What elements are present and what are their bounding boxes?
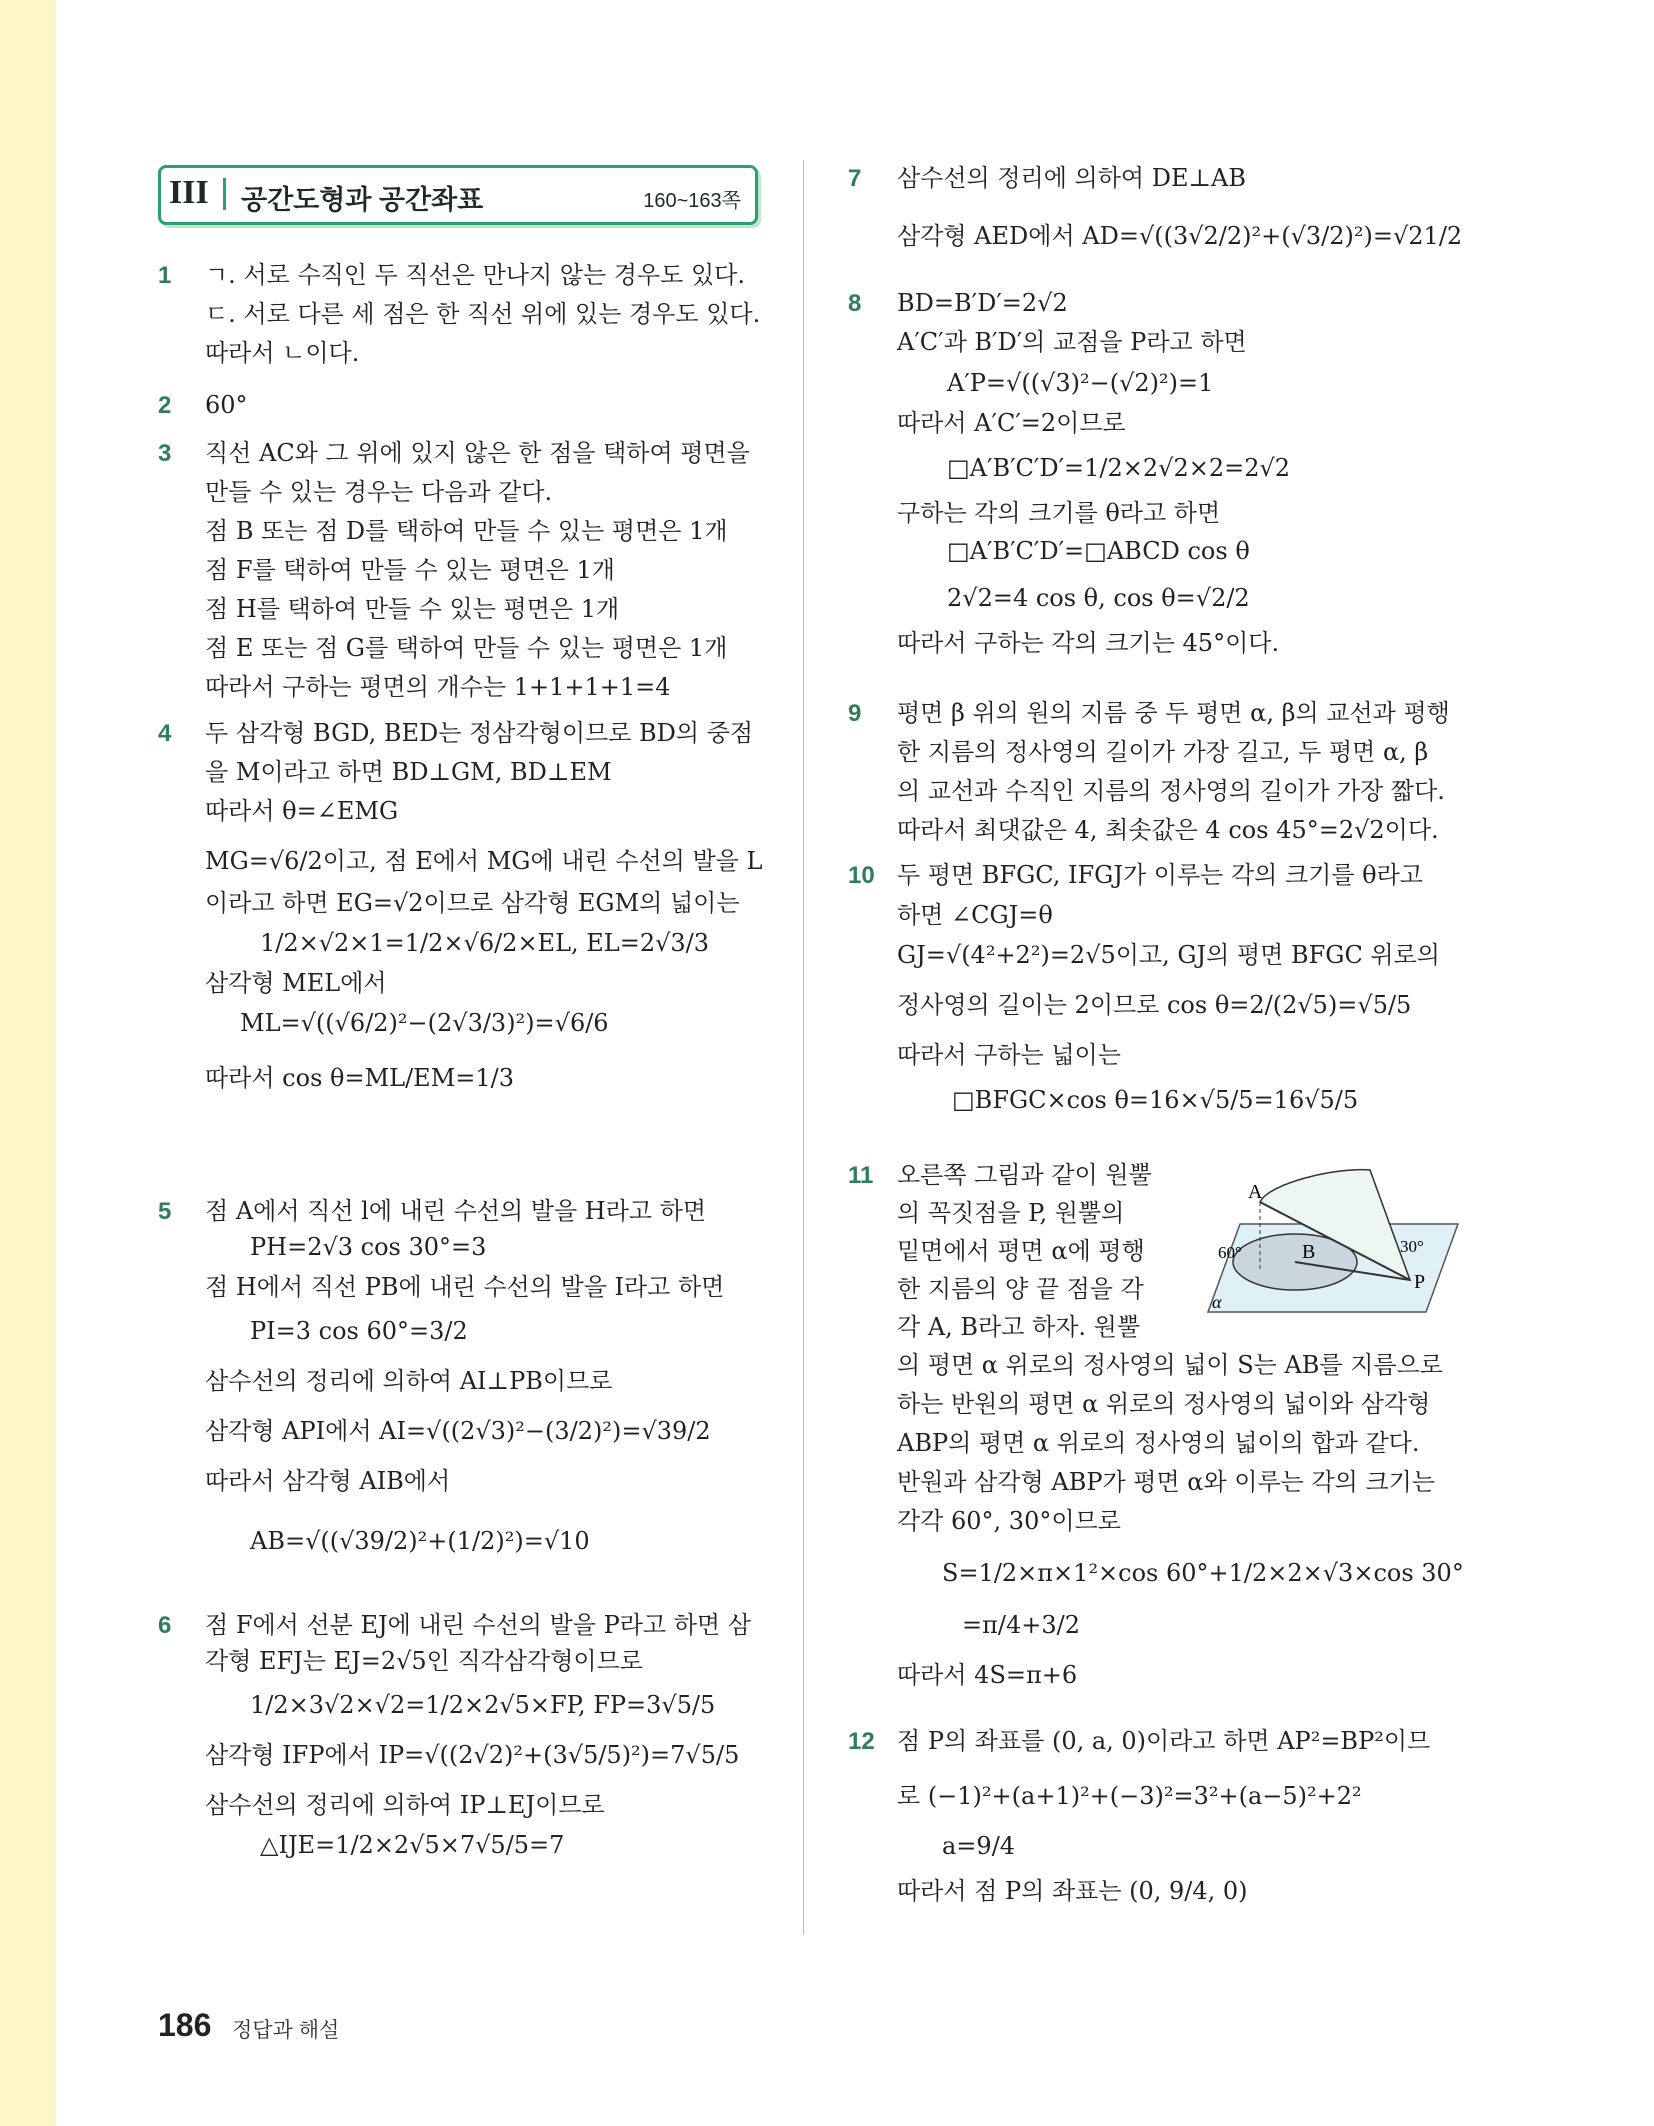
solution-line: 두 삼각형 BGD, BED는 정삼각형이므로 BD의 중점 [205,719,754,747]
solution-line: ㄱ. 서로 수직인 두 직선은 만나지 않는 경우도 있다. [205,261,745,289]
solution-line: 따라서 ㄴ이다. [205,339,360,367]
solution-line: △IJE=1/2×2√5×7√5/5=7 [260,1831,565,1859]
solution-line: ML=√((√6/2)²−(2√3/3)²)=√6/6 [240,1009,609,1037]
solution-line: 점 F를 택하여 만들 수 있는 평면은 1개 [205,556,615,584]
solution-line: 정사영의 길이는 2이므로 cos θ=2/(2√5)=√5/5 [897,991,1412,1019]
solution-line: BD=B′D′=2√2 [897,289,1068,317]
fig-angle-30: 30° [1400,1237,1424,1256]
solution-line: 점 B 또는 점 D를 택하여 만들 수 있는 평면은 1개 [205,517,728,545]
solution-line: 1/2×√2×1=1/2×√6/2×EL, EL=2√3/3 [260,929,710,957]
solution-line: A′C′과 B′D′의 교점을 P라고 하면 [897,328,1247,356]
solution-line: 의 교선과 수직인 지름의 정사영의 길이가 가장 짧다. [897,777,1445,805]
solution-line: 반원과 삼각형 ABP가 평면 α와 이루는 각의 크기는 [897,1468,1436,1496]
solution-line: 구하는 각의 크기를 θ라고 하면 [897,499,1221,527]
fig-label-a: A [1248,1181,1263,1203]
solution-line: 로 (−1)²+(a+1)²+(−3)²=3²+(a−5)²+2² [897,1782,1362,1810]
solution-line: 따라서 최댓값은 4, 최솟값은 4 cos 45°=2√2이다. [897,816,1439,844]
fig-plane-label: α [1212,1292,1222,1312]
problem-number: 8 [848,290,862,317]
solution-line: 이라고 하면 EG=√2이므로 삼각형 EGM의 넓이는 [205,889,740,917]
solution-line: 을 M이라고 하면 BD⊥GM, BD⊥EM [205,758,612,786]
fig-angle-60: 60° [1218,1243,1242,1262]
solution-line: 따라서 A′C′=2이므로 [897,409,1126,437]
solution-line: 60° [205,391,248,419]
solution-line: 의 평면 α 위로의 정사영의 넓이 S는 AB를 지름으로 [897,1351,1443,1379]
problem-number: 1 [158,262,172,289]
solution-line: 2√2=4 cos θ, cos θ=√2/2 [947,584,1250,612]
fig-label-p: P [1414,1271,1426,1293]
solution-line: 따라서 구하는 평면의 개수는 1+1+1+1=4 [205,673,671,701]
chapter-number: III [169,174,209,211]
problem-number: 7 [848,165,862,192]
solution-line: 따라서 점 P의 좌표는 (0, 9/4, 0) [897,1877,1248,1905]
solution-line: ABP의 평면 α 위로의 정사영의 넓이의 합과 같다. [897,1429,1420,1457]
solution-line: 삼수선의 정리에 의하여 AI⊥PB이므로 [205,1367,613,1395]
solution-line: 삼각형 AED에서 AD=√((3√2/2)²+(√3/2)²)=√21/2 [897,222,1463,250]
page-range: 160~163쪽 [643,190,741,212]
solution-line: 만들 수 있는 경우는 다음과 같다. [205,478,553,506]
solution-line: □A′B′C′D′=□ABCD cos θ [947,537,1250,565]
solution-line: 의 꼭짓점을 P, 원뿔의 [897,1199,1125,1227]
solution-line: a=9/4 [942,1832,1016,1860]
solution-line: 따라서 구하는 넓이는 [897,1041,1121,1069]
page-sidebar [0,0,56,2126]
footer-label: 정답과 해설 [232,2019,340,2042]
problem-number: 4 [158,720,172,747]
solution-line: 삼각형 API에서 AI=√((2√3)²−(3/2)²)=√39/2 [205,1417,711,1445]
solution-line: PH=2√3 cos 30°=3 [250,1233,487,1261]
solution-line: 따라서 θ=∠EMG [205,797,399,825]
solution-line: 각 A, B라고 하자. 원뿔 [897,1313,1141,1341]
solution-line: 삼각형 IFP에서 IP=√((2√2)²+(3√5/5)²)=7√5/5 [205,1741,740,1769]
solution-line: 한 지름의 양 끝 점을 각 [897,1275,1144,1303]
solution-line: 따라서 cos θ=ML/EM=1/3 [205,1064,515,1092]
column-divider [803,160,804,1935]
problem-number: 9 [848,700,862,727]
solution-line: 하는 반원의 평면 α 위로의 정사영의 넓이와 삼각형 [897,1390,1431,1418]
chapter-header [158,165,758,225]
solution-line: 삼수선의 정리에 의하여 IP⊥EJ이므로 [205,1791,605,1819]
problem-number: 3 [158,440,172,467]
solution-line: MG=√6/2이고, 점 E에서 MG에 내린 수선의 발을 L [205,847,763,875]
chapter-title: 공간도형과 공간좌표 [241,185,484,215]
solution-line: 점 F에서 선분 EJ에 내린 수선의 발을 P라고 하면 삼 [205,1611,751,1639]
solution-line: 점 E 또는 점 G를 택하여 만들 수 있는 평면은 1개 [205,634,728,662]
solution-line: 점 P의 좌표를 (0, a, 0)이라고 하면 AP²=BP²이므 [897,1727,1431,1755]
solution-line: □A′B′C′D′=1/2×2√2×2=2√2 [947,454,1291,482]
solution-line: 하면 ∠CGJ=θ [897,901,1053,929]
problem-number: 2 [158,392,172,419]
solution-line: 직선 AC와 그 위에 있지 않은 한 점을 택하여 평면을 [205,439,750,467]
solution-line: AB=√((√39/2)²+(1/2)²)=√10 [250,1527,590,1555]
problem-number: 5 [158,1198,172,1225]
problem-number: 11 [848,1162,874,1189]
solution-line: A′P=√((√3)²−(√2)²)=1 [947,369,1214,397]
solution-line: 점 H에서 직선 PB에 내린 수선의 발을 I라고 하면 [205,1273,725,1301]
solution-line: S=1/2×π×1²×cos 60°+1/2×2×√3×cos 30° [942,1559,1464,1587]
solution-line: 삼수선의 정리에 의하여 DE⊥AB [897,164,1247,192]
page-number: 186 [158,2007,212,2043]
solution-line: 따라서 4S=π+6 [897,1661,1078,1689]
solution-line: =π/4+3/2 [962,1611,1080,1639]
solution-line: GJ=√(4²+2²)=2√5이고, GJ의 평면 BFGC 위로의 [897,941,1440,969]
solution-line: 오른쪽 그림과 같이 원뿔 [897,1161,1152,1189]
solution-line: 각각 60°, 30°이므로 [897,1507,1121,1535]
problem-number: 10 [848,862,875,889]
solution-line: 삼각형 MEL에서 [205,969,387,997]
solution-line: 밑면에서 평면 α에 평행 [897,1237,1145,1265]
fig-label-b: B [1302,1241,1316,1263]
solution-line: □BFGC×cos θ=16×√5/5=16√5/5 [952,1086,1359,1114]
problem-number: 6 [158,1612,172,1639]
solution-line: 따라서 삼각형 AIB에서 [205,1467,451,1495]
solution-line: 두 평면 BFGC, IFGJ가 이루는 각의 크기를 θ라고 [897,861,1423,889]
solution-line: 1/2×3√2×√2=1/2×2√5×FP, FP=3√5/5 [250,1691,716,1719]
solution-line: 점 A에서 직선 l에 내린 수선의 발을 H라고 하면 [205,1197,707,1225]
cone-figure [1200,1162,1460,1322]
solution-line: 평면 β 위의 원의 지름 중 두 평면 α, β의 교선과 평행 [897,699,1450,727]
solution-line: 점 H를 택하여 만들 수 있는 평면은 1개 [205,595,620,623]
solution-line: 각형 EFJ는 EJ=2√5인 직각삼각형이므로 [205,1647,643,1675]
header-divider [223,178,226,210]
solution-line: ㄷ. 서로 다른 세 점은 한 직선 위에 있는 경우도 있다. [205,300,761,328]
solution-line: PI=3 cos 60°=3/2 [250,1317,468,1345]
solution-line: 따라서 구하는 각의 크기는 45°이다. [897,629,1280,657]
problem-number: 12 [848,1728,875,1755]
solution-line: 한 지름의 정사영의 길이가 가장 길고, 두 평면 α, β [897,738,1429,766]
